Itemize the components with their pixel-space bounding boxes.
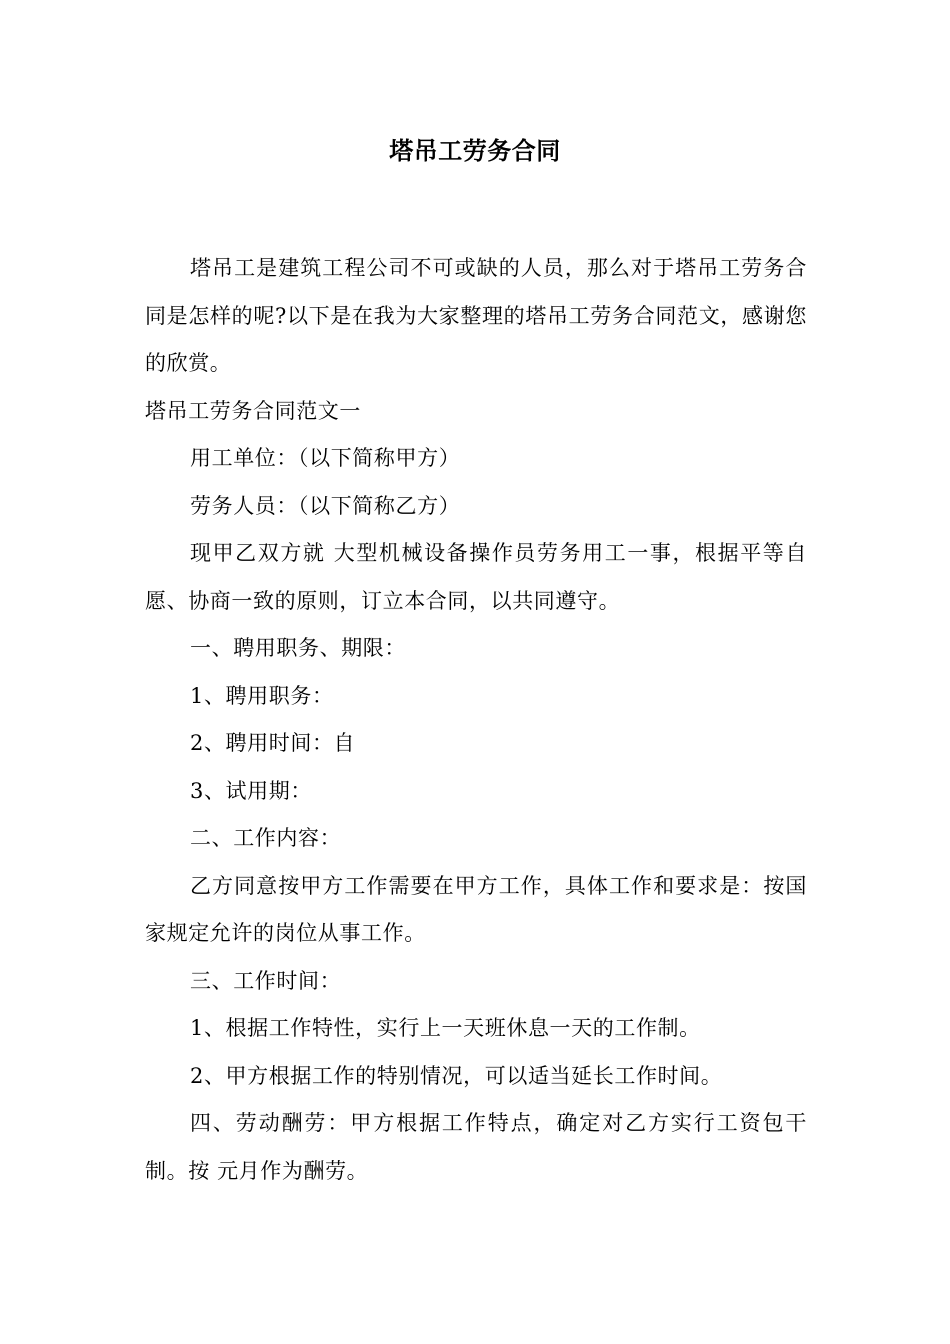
clause-heading-work-content: 二、工作内容： bbox=[190, 826, 342, 850]
paragraph-employer: 用工单位：（以下简称甲方） bbox=[190, 446, 461, 470]
clause-item-employment-time: 2、聘用时间：自 bbox=[190, 731, 356, 755]
section-heading-sample-one: 塔吊工劳务合同范文一 bbox=[145, 398, 361, 423]
clause-item-shift-system: 1、根据工作特性，实行上一天班休息一天的工作制。 bbox=[190, 1016, 701, 1040]
clause-heading-work-hours: 三、工作时间： bbox=[190, 968, 342, 993]
document-body bbox=[145, 245, 807, 1195]
paragraph-agreement: 现甲乙双方就 大型机械设备操作员劳务用工一事，根据平等自愿、协商一致的原则，订立本合同，以共同遵守。 bbox=[145, 541, 807, 613]
document-title: 塔吊工劳务合同 bbox=[389, 137, 561, 165]
paragraph-work-content: 乙方同意按甲方工作需要在甲方工作，具体工作和要求是：按国家规定允许的岗位从事工作。 bbox=[145, 873, 807, 945]
clause-heading-position-term: 一、聘用职务、期限： bbox=[190, 636, 406, 660]
paragraph-worker: 劳务人员：（以下简称乙方） bbox=[190, 493, 461, 518]
clause-item-overtime: 2、甲方根据工作的特别情况，可以适当延长工作时间。 bbox=[190, 1063, 723, 1088]
clause-heading-remuneration: 四、劳动酬劳：甲方根据工作特点，确定对乙方实行工资包干制。按 元月作为酬劳。 bbox=[145, 1111, 807, 1183]
clause-item-position: 1、聘用职务： bbox=[190, 683, 334, 708]
paragraph-intro: 塔吊工是建筑工程公司不可或缺的人员，那么对于塔吊工劳务合同是怎样的呢?以下是在我为大家整理的塔吊工劳务合同范文，感谢您的欣赏。 bbox=[145, 256, 807, 375]
clause-item-probation: 3、试用期： bbox=[190, 778, 312, 803]
